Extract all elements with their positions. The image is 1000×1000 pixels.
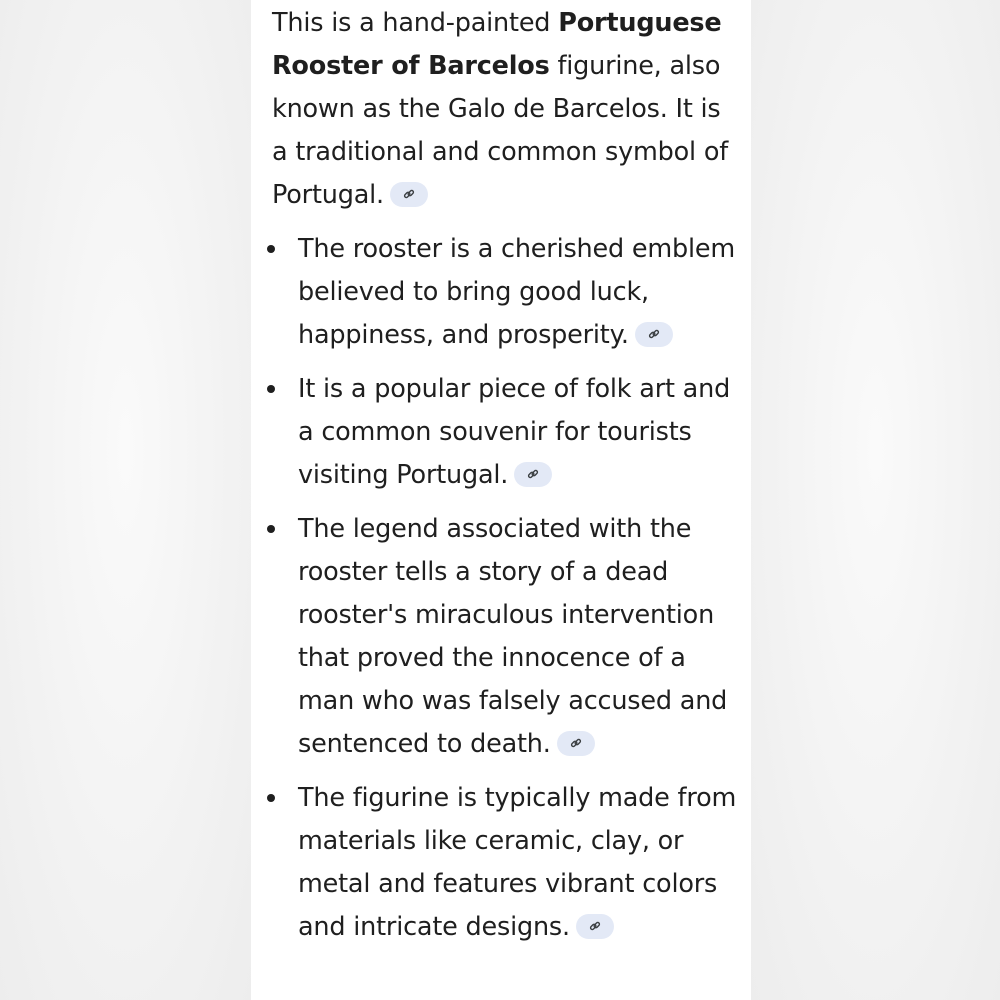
- link-icon: [570, 737, 582, 749]
- intro-bold-text: Portuguese Rooster of Barcelos: [272, 8, 722, 81]
- link-icon: [527, 468, 539, 480]
- response-panel: [251, 0, 751, 1000]
- list-item-text: The legend associated with the rooster tells a story of a dead rooster's miraculous intervention that proved the innocence of a man who was falsely accused and sentenced to death.: [298, 514, 728, 759]
- link-icon: [648, 328, 660, 340]
- list-item: [272, 777, 742, 949]
- list-item: [272, 368, 742, 497]
- source-link-chip[interactable]: [635, 322, 673, 347]
- bullet-icon: [267, 385, 275, 393]
- intro-tail-text: figurine, also known as the Galo de Barcelos. It is a traditional and common symbol of Portugal.: [272, 51, 728, 210]
- list-item: [272, 228, 742, 357]
- list-item-text: It is a popular piece of folk art and a common souvenir for tourists visiting Portugal.: [298, 374, 731, 490]
- bullet-icon: [267, 245, 275, 253]
- blurred-background-left: [0, 0, 251, 1000]
- list-item: [272, 508, 742, 766]
- response-content: [272, 2, 742, 960]
- source-link-chip[interactable]: [557, 731, 595, 756]
- intro-lead-text: This is a hand-painted: [272, 8, 559, 38]
- source-link-chip[interactable]: [576, 914, 614, 939]
- list-item-text: The figurine is typically made from materials like ceramic, clay, or metal and features vibrant colors and intricate designs.: [298, 783, 737, 942]
- link-icon: [589, 920, 601, 932]
- facts-list: [272, 228, 742, 949]
- source-link-chip[interactable]: [390, 182, 428, 207]
- intro-paragraph: [272, 2, 742, 217]
- link-icon: [403, 188, 415, 200]
- bullet-icon: [267, 525, 275, 533]
- bullet-icon: [267, 794, 275, 802]
- list-item-text: The rooster is a cherished emblem believed to bring good luck, happiness, and prosperity.: [298, 234, 736, 350]
- blurred-background-right: [751, 0, 1000, 1000]
- source-link-chip[interactable]: [514, 462, 552, 487]
